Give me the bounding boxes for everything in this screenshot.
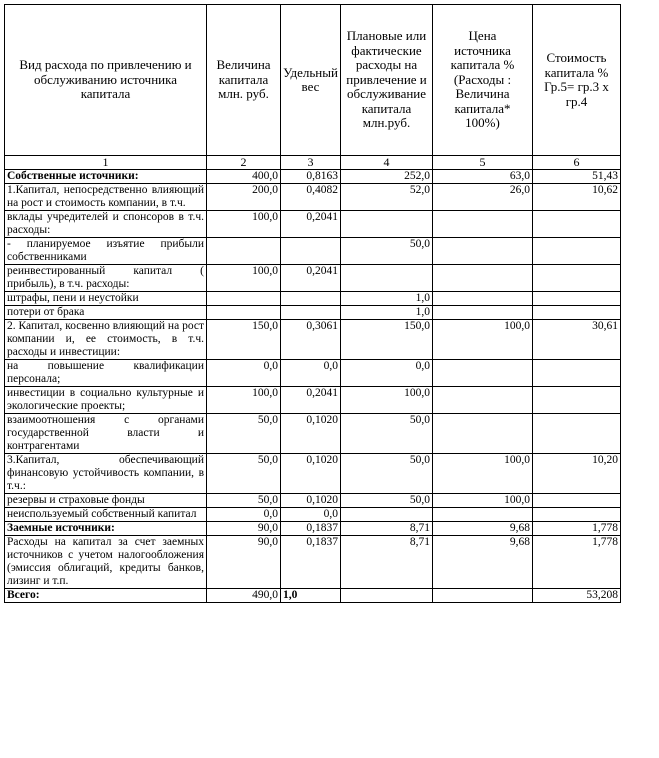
header-cell: Стоимость капитала % Гр.5= гр.3 х гр.4 (533, 5, 621, 156)
table-cell: 150,0 (341, 320, 433, 360)
table-row (5, 265, 621, 292)
table-cell: 0,1020 (281, 454, 341, 494)
table-cell: 8,71 (341, 536, 433, 589)
table-cell (281, 292, 341, 306)
row-label: Собственные источники: (5, 170, 207, 184)
table-cell: 10,20 (533, 454, 621, 494)
row-label: 3.Капитал, обеспечивающий финансовую устойчивость компании, в т.ч.: (5, 454, 207, 494)
row-label: Расходы на капитал за счет заемных источников с учетом налогообложения (эмиссия облигаций, кредиты банков, лизинг и т.п. (5, 536, 207, 589)
table-cell: 10,62 (533, 184, 621, 211)
table-row (5, 522, 621, 536)
table-cell: 400,0 (207, 170, 281, 184)
table-cell: 50,0 (207, 414, 281, 454)
table-cell: 90,0 (207, 536, 281, 589)
table-row (5, 494, 621, 508)
table-cell (533, 508, 621, 522)
table-cell: 53,208 (533, 589, 621, 603)
table-cell: 100,0 (207, 265, 281, 292)
table-cell: 90,0 (207, 522, 281, 536)
table-cell (433, 387, 533, 414)
table-row (5, 414, 621, 454)
table-cell (533, 387, 621, 414)
table-cell (341, 589, 433, 603)
row-label: инвестиции в социально культурные и экологические проекты; (5, 387, 207, 414)
table-cell (207, 292, 281, 306)
header-cell: Вид расхода по привлечению и обслуживанию источника капитала (5, 5, 207, 156)
table-cell: 0,1837 (281, 536, 341, 589)
table-cell (533, 265, 621, 292)
table-cell: 50,0 (341, 414, 433, 454)
column-number-row (5, 156, 621, 170)
row-label: реинвестированный капитал ( прибыль), в т.ч. расходы: (5, 265, 207, 292)
table-cell (533, 211, 621, 238)
table-cell: 490,0 (207, 589, 281, 603)
table-cell: 100,0 (207, 387, 281, 414)
table-row (5, 536, 621, 589)
table-cell: 0,0 (281, 360, 341, 387)
row-label: Заемные источники: (5, 522, 207, 536)
table-cell (433, 306, 533, 320)
row-label: потери от брака (5, 306, 207, 320)
table-cell: 0,0 (207, 508, 281, 522)
table-cell: 0,4082 (281, 184, 341, 211)
table-cell: 100,0 (207, 211, 281, 238)
row-label: - планируемое изъятие прибыли собственниками (5, 238, 207, 265)
table-cell: 100,0 (433, 494, 533, 508)
table-cell: 1,0 (281, 589, 341, 603)
table-row (5, 508, 621, 522)
column-number: 6 (533, 156, 621, 170)
table-cell: 0,3061 (281, 320, 341, 360)
column-number: 1 (5, 156, 207, 170)
column-number: 5 (433, 156, 533, 170)
table-cell: 252,0 (341, 170, 433, 184)
capital-cost-table (4, 4, 621, 603)
table-row (5, 360, 621, 387)
table-row (5, 184, 621, 211)
row-label: 2. Капитал, косвенно влияющий на рост компании и, ее стоимость, в т.ч. расходы и инвестиции: (5, 320, 207, 360)
table-cell (433, 265, 533, 292)
table-cell: 50,0 (341, 454, 433, 494)
table-cell: 100,0 (433, 454, 533, 494)
table-cell: 51,43 (533, 170, 621, 184)
table-cell (433, 414, 533, 454)
table-cell: 100,0 (433, 320, 533, 360)
table-cell: 0,1020 (281, 494, 341, 508)
table-cell (281, 238, 341, 265)
table-row (5, 211, 621, 238)
row-label: неиспользуемый собственный капитал (5, 508, 207, 522)
column-number: 2 (207, 156, 281, 170)
table-cell: 1,0 (341, 292, 433, 306)
table-cell (533, 306, 621, 320)
header-cell: Плановые или фактические расходы на привлечение и обслуживание капитала млн.руб. (341, 5, 433, 156)
table-cell: 200,0 (207, 184, 281, 211)
table-cell: 0,1837 (281, 522, 341, 536)
table-body (5, 170, 621, 603)
table-cell: 50,0 (341, 238, 433, 265)
table-cell: 30,61 (533, 320, 621, 360)
row-label: 1.Капитал, непосредственно влияющий на рост и стоимость компании, в т.ч. (5, 184, 207, 211)
table-row (5, 170, 621, 184)
table-cell: 0,2041 (281, 211, 341, 238)
table-cell: 0,2041 (281, 387, 341, 414)
row-label: Всего: (5, 589, 207, 603)
table-cell: 100,0 (341, 387, 433, 414)
table-cell (533, 414, 621, 454)
table-row (5, 387, 621, 414)
row-label: взаимоотношения с органами государственной власти и контрагентами (5, 414, 207, 454)
table-cell: 50,0 (207, 494, 281, 508)
row-label: вклады учредителей и спонсоров в т.ч. расходы: (5, 211, 207, 238)
header-cell: Величина капитала млн. руб. (207, 5, 281, 156)
table-cell: 0,0 (281, 508, 341, 522)
table-cell (533, 238, 621, 265)
table-cell: 0,1020 (281, 414, 341, 454)
header-row (5, 5, 621, 156)
table-cell: 50,0 (341, 494, 433, 508)
column-number: 3 (281, 156, 341, 170)
column-number: 4 (341, 156, 433, 170)
table-cell: 150,0 (207, 320, 281, 360)
row-label: на повышение квалификации персонала; (5, 360, 207, 387)
table-cell (433, 508, 533, 522)
table-cell: 50,0 (207, 454, 281, 494)
table-cell (433, 211, 533, 238)
table-cell (433, 589, 533, 603)
table-row (5, 306, 621, 320)
table-cell (433, 238, 533, 265)
table-cell (433, 360, 533, 387)
table-cell: 0,0 (207, 360, 281, 387)
table-cell: 63,0 (433, 170, 533, 184)
table-cell: 0,2041 (281, 265, 341, 292)
table-cell (533, 494, 621, 508)
table-cell: 9,68 (433, 522, 533, 536)
table-cell (433, 292, 533, 306)
table-cell (207, 306, 281, 320)
table-row (5, 320, 621, 360)
table-cell (207, 238, 281, 265)
table-row (5, 238, 621, 265)
table-cell: 1,778 (533, 522, 621, 536)
table-row (5, 292, 621, 306)
row-label: резервы и страховые фонды (5, 494, 207, 508)
table-cell: 0,8163 (281, 170, 341, 184)
table-cell: 1,0 (341, 306, 433, 320)
row-label: штрафы, пени и неустойки (5, 292, 207, 306)
table-cell: 26,0 (433, 184, 533, 211)
table-cell: 0,0 (341, 360, 433, 387)
table-cell (533, 360, 621, 387)
table-cell (341, 508, 433, 522)
table-cell (533, 292, 621, 306)
table-cell (281, 306, 341, 320)
table-row (5, 589, 621, 603)
table-cell: 52,0 (341, 184, 433, 211)
table-cell: 9,68 (433, 536, 533, 589)
table-cell (341, 211, 433, 238)
table-cell (341, 265, 433, 292)
header-cell: Цена источника капитала % (Расходы : Величина капитала* 100%) (433, 5, 533, 156)
table-cell: 8,71 (341, 522, 433, 536)
header-cell: Удельный вес (281, 5, 341, 156)
table-row (5, 454, 621, 494)
table-cell: 1,778 (533, 536, 621, 589)
